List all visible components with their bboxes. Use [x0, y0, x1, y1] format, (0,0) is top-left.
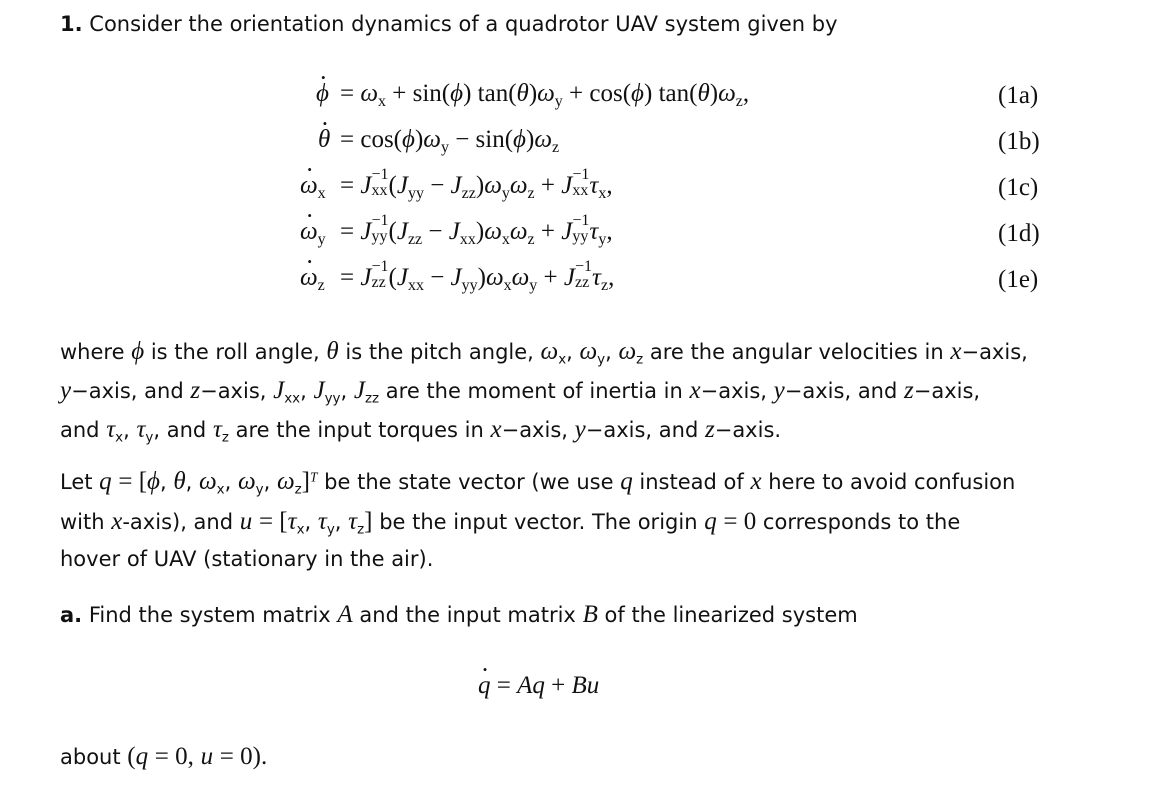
problem-number: 1.: [60, 12, 83, 36]
about-clause: about (q = 0, u = 0).: [60, 743, 268, 770]
paragraph-2-line-1: Let q = [ϕ, θ, $\omega_x$, $\omega_y$, $\omega_z]^T$ be the state vector (we use q instead of x here to avoid confusion: [60, 468, 1016, 498]
equation-tag-1b: (1b): [998, 128, 1040, 155]
paragraph-1-line-2: y−axis, and z−axis, $J_{xx}$, $J_{yy}$, $J_{zz}$ are the moment of inertia in x−axis, y−axis, and z−axis,: [60, 377, 981, 407]
equation-tag-1c: (1c): [998, 174, 1039, 201]
paragraph-1-line-1: where ϕ is the roll angle, θ is the pitch angle, $\omega_x$, $\omega_y$, $\omega_z$ are the angular velocities in x−axis,: [60, 338, 1028, 368]
problem-intro: Consider the orientation dynamics of a quadrotor UAV system given by: [89, 12, 838, 36]
paragraph-1-line-3: and $\tau_x$, $\tau_y$, and $\tau_z$ are the input torques in x−axis, y−axis, and z−axis.: [60, 416, 782, 446]
paragraph-2-line-3: hover of UAV (stationary in the air).: [60, 547, 434, 571]
paragraph-2-line-2: with x-axis), and $u = [\tau_x$, $\tau_y$, $\tau_z$] be the input vector. The origin q = 0 corresponds to the: [60, 508, 961, 538]
equation-tag-1a: (1a): [998, 82, 1039, 109]
equation-tag-1d: (1d): [998, 220, 1040, 247]
linearized-system-equation: · q = Aq + Bu: [478, 672, 599, 700]
problem-header: [60, 12, 838, 36]
part-a: a. Find the system matrix A and the input matrix B of the linearized system: [60, 601, 858, 628]
equation-tag-1e: (1e): [998, 266, 1039, 293]
